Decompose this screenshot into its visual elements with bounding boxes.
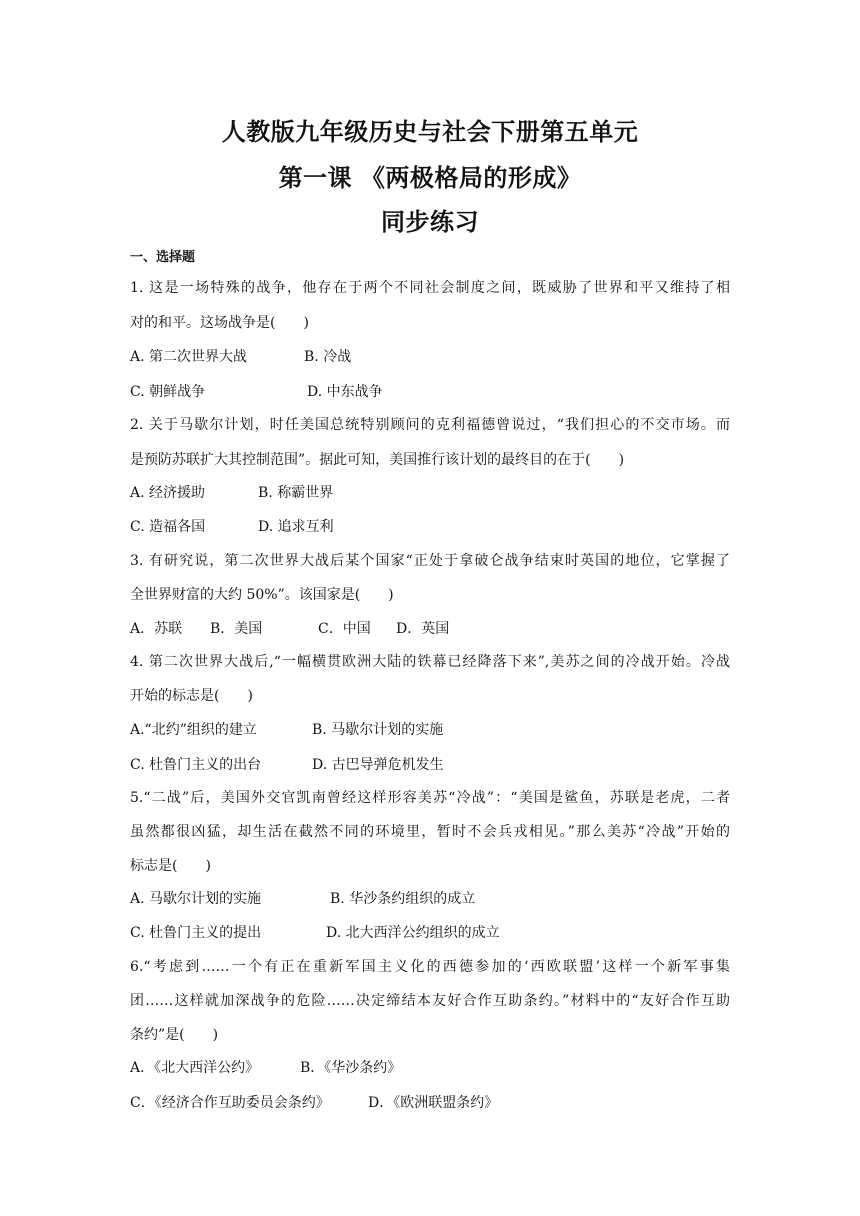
q1-option-b: B. 冷战 — [304, 349, 352, 365]
q1-option-c: C. 朝鲜战争 — [130, 384, 206, 400]
q6-option-d: D．《欧洲联盟条约》 — [368, 1095, 499, 1111]
q4-line-1: 4. 第二次世界大战后,“一幅横贯欧洲大陆的铁幕已经降落下来”,美苏之间的冷战开始。冷战 — [130, 654, 730, 670]
q1-option-a: A. 第二次世界大战 — [130, 349, 248, 365]
q1-line-1: 1. 这是一场特殊的战争，他存在于两个不同社会制度之间，既威胁了世界和平又维持了相 — [130, 280, 730, 296]
q5-option-c: C. 杜鲁门主义的提出 — [130, 925, 262, 941]
q6-line-1: 6.“考虑到……一个有正在重新军国主义化的西德参加的‘西欧联盟’这样一个新军事集 — [130, 959, 730, 975]
q2-option-c: C. 造福各国 — [130, 519, 206, 535]
q4-option-a: A.“北约”组织的建立 — [130, 722, 257, 738]
q3-option-b: B．美国 — [210, 621, 263, 637]
q5-option-b: B. 华沙条约组织的成立 — [330, 891, 476, 907]
q2-line-2: 是预防苏联扩大其控制范围”。据此可知，美国推行该计划的最终目的在于( ) — [130, 452, 625, 468]
q3-option-d: D．英国 — [396, 621, 450, 637]
q5-option-a: A. 马歇尔计划的实施 — [130, 891, 262, 907]
q6-line-3: 条约”是( ) — [130, 1027, 219, 1043]
q2-option-b: B. 称霸世界 — [258, 485, 334, 501]
title-line-2: 第一课 《两极格局的形成》 — [278, 164, 582, 192]
q5-option-d: D. 北大西洋公约组织的成立 — [326, 925, 500, 941]
q6-option-c: C．《经济合作互助委员会条约》 — [130, 1095, 330, 1111]
q6-line-2: 团……这样就加深战争的危险……决定缔结本友好合作互助条约。”材料中的“友好合作互助 — [130, 993, 730, 1009]
q2-line-1: 2. 关于马歇尔计划，时任美国总统特别顾问的克利福德曾说过，“我们担心的不交市场。而 — [130, 417, 730, 433]
title-line-3: 同步练习 — [381, 208, 479, 236]
q1-line-2: 对的和平。这场战争是( ) — [130, 315, 309, 331]
q3-option-a: A．苏联 — [130, 621, 183, 637]
q3-option-c: C．中国 — [318, 621, 371, 637]
q4-option-c: C. 杜鲁门主义的出台 — [130, 757, 262, 773]
q4-option-d: D. 古巴导弹危机发生 — [312, 757, 444, 773]
q4-line-2: 开始的标志是( ) — [130, 688, 253, 704]
q3-line-2: 全世界财富的大约 50%”。该国家是( ) — [130, 587, 394, 603]
q6-option-b: B．《华沙条约》 — [300, 1060, 402, 1076]
q1-option-d: D. 中东战争 — [307, 384, 383, 400]
q2-option-a: A. 经济援助 — [130, 485, 206, 501]
title-line-1: 人教版九年级历史与社会下册第五单元 — [221, 118, 639, 146]
q3-line-1: 3. 有研究说，第二次世界大战后某个国家“正处于拿破仑战争结束时英国的地位，它掌握了 — [130, 553, 730, 569]
q2-option-d: D. 追求互利 — [258, 519, 334, 535]
q5-line-2: 虽然都很凶猛，却生活在截然不同的环境里，暂时不会兵戎相见。”那么美苏“冷战”开始的 — [130, 824, 730, 840]
q4-option-b: B. 马歇尔计划的实施 — [312, 722, 444, 738]
q5-line-3: 标志是( ) — [130, 858, 211, 874]
q5-line-1: 5.“二战”后，美国外交官凯南曾经这样形容美苏“冷战”：“美国是鲨鱼，苏联是老虎，二者 — [130, 790, 730, 806]
q6-option-a: A．《北大西洋公约》 — [130, 1060, 260, 1076]
section-heading: 一、选择题 — [130, 250, 196, 265]
